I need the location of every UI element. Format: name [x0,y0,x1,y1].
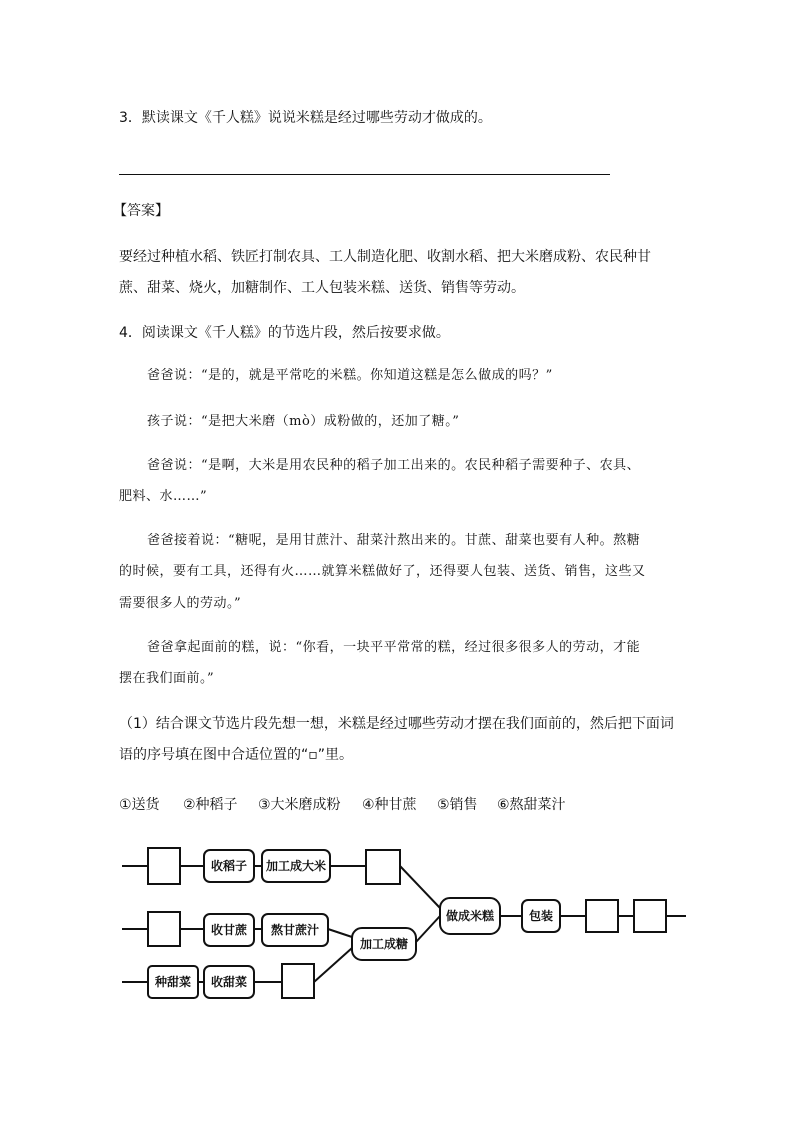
answer-heading: 【答案】 [113,203,169,219]
option-4: ④种甘蔗 [362,797,417,813]
blank-box-end-1[interactable] [586,900,618,932]
label-jiagong-tang: 加工成糖 [359,937,409,951]
option-2: ②种稻子 [183,797,238,813]
q3-question: 3．默读课文《千人糕》说说米糕是经过哪些劳动才做成的。 [119,110,492,126]
passage-p5-line1: 爸爸拿起面前的糕，说：“你看，一块平平常常的糕，经过很多很多人的劳动，才能 [147,640,641,655]
option-1: ①送货 [119,797,160,813]
sub1-instruction-line2: 语的序号填在图中合适位置的“▫”里。 [119,747,353,763]
passage-p4-line3: 需要很多人的劳动。” [119,596,242,611]
sub1-instruction-line1: （1）结合课文节选片段先想一想，米糕是经过哪些劳动才摆在我们面前的，然后把下面词 [119,716,674,732]
passage-p4-line1: 爸爸接着说：“糖呢，是用甘蔗汁、甜菜汁熬出来的。甘蔗、甜菜也要有人种。熬糖 [147,533,641,548]
blank-box-row3-after-beet[interactable] [282,964,314,998]
passage-p3-line1: 爸爸说：“是啊，大米是用农民种的稻子加工出来的。农民种稻子需要种子、农具、 [147,458,641,473]
blank-box-row1-start[interactable] [148,848,180,884]
label-ao-ganzhezhi: 熬甘蔗汁 [270,923,320,937]
label-jiagong-dami: 加工成大米 [265,859,327,873]
label-zhong-tiancai: 种甜菜 [154,975,192,989]
passage-p4-line2: 的时候，要有工具，还得有火……就算米糕做好了，还得要人包装、送货、销售，这些又 [119,564,646,579]
passage-p5-line2: 摆在我们面前。” [119,671,215,686]
q4-question: 4．阅读课文《千人糕》的节选片段，然后按要求做。 [119,325,450,341]
blank-box-row1-after-rice[interactable] [366,850,400,884]
passage-p1: 爸爸说：“是的，就是平常吃的米糕。你知道这糕是怎么做成的吗？” [147,368,553,383]
passage-p2: 孩子说：“是把大米磨（mò）成粉做的，还加了糖。” [147,414,460,429]
label-zuocheng-migao: 做成米糕 [445,909,495,923]
option-5: ⑤销售 [437,797,478,813]
blank-box-row2-start[interactable] [148,912,180,946]
answer-blank-line[interactable] [119,174,610,175]
answer-text-line1: 要经过种植水稻、铁匠打制农具、工人制造化肥、收割水稻、把大米磨成粉、农民种甘 [119,249,651,265]
blank-box-end-2[interactable] [634,900,666,932]
option-6: ⑥熬甜菜汁 [497,797,566,813]
answer-text-line2: 蔗、甜菜、烧火，加糖制作、工人包装米糕、送货、销售等劳动。 [119,280,525,296]
label-baozhuang: 包装 [528,909,554,923]
label-shou-daozi: 收稻子 [210,859,248,873]
process-flow-diagram [118,836,698,1016]
passage-p3-line2: 肥料、水……” [119,489,208,504]
label-shou-ganzhe: 收甘蔗 [210,923,248,937]
option-3: ③大米磨成粉 [258,797,341,813]
label-shou-tiancai: 收甜菜 [210,975,248,989]
